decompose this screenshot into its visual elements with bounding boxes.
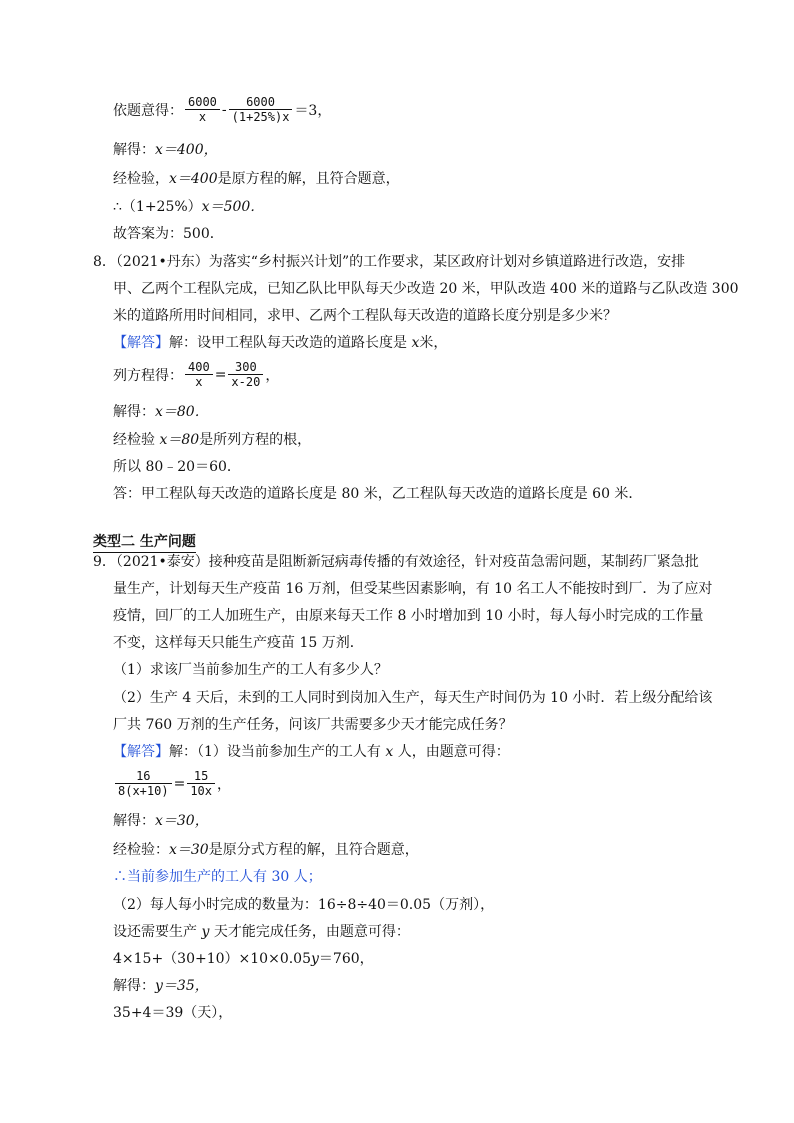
q9-solution-intro: 【解答】解：（1）设当前参加生产的工人有 x 人，由题意可得：	[113, 744, 510, 760]
q9-sub-2b: 厂共 760 万剂的生产任务，问该厂共需要多少天才能完成任务？	[113, 717, 513, 733]
fraction-numerator: 300	[228, 360, 263, 375]
q9-conclusion: ∴当前参加生产的工人有 30 人；	[113, 869, 322, 885]
minus-sign: -	[221, 101, 227, 118]
q8-line-2: 甲、乙两个工程队完成，已知乙队比甲队每天少改造 20 米，甲队改造 400 米的道路与乙队改造 300	[113, 281, 739, 297]
q8-answer: 答：甲工程队每天改造的道路长度是 80 米，乙工程队每天改造的道路长度是 60 米．	[113, 486, 643, 502]
q9-line-4: 不变，这样每天只能生产疫苗 15 万剂．	[113, 635, 364, 651]
q9-line-1: 9．（2021•泰安）接种疫苗是阻断新冠病毒传播的有效途径，针对疫苗急需问题，某制药厂紧急批	[93, 554, 699, 570]
q8-solution-intro: 【解答】解：设甲工程队每天改造的道路长度是 x米，	[113, 335, 448, 351]
p7-therefore: ∴（1+25%）x＝500．	[113, 199, 265, 215]
q8-solve: 解得：x＝80．	[113, 404, 209, 420]
fraction	[185, 360, 213, 389]
fraction-numerator: 400	[185, 360, 213, 375]
q9-equation	[113, 769, 231, 798]
q9-total: 35+4＝39（天），	[113, 1005, 233, 1021]
eq-prefix: 依题意得：	[113, 102, 183, 119]
q9-solve-2: 解得：y＝35，	[113, 978, 209, 994]
fraction-denominator: x-20	[231, 375, 261, 389]
fraction	[187, 769, 215, 798]
fraction-denominator: 10x	[190, 784, 212, 798]
fraction-numerator: 6000	[229, 95, 293, 110]
fraction	[229, 95, 293, 124]
equals-sign: =	[214, 366, 227, 383]
fraction-denominator: x	[198, 110, 207, 124]
q9-sub-1: （1）求该厂当前参加生产的工人有多少人？	[113, 662, 388, 678]
q8-line-3: 米的道路所用时间相同，求甲、乙两个工程队每天改造的道路长度分别是多少米？	[113, 308, 617, 324]
fraction-numerator: 15	[187, 769, 215, 784]
fraction-denominator: 8(x+10)	[118, 784, 169, 798]
eq-suffix: ，	[265, 367, 280, 384]
section-heading: 类型二 生产问题	[93, 531, 196, 551]
q9-check: 经检验：x＝30是原分式方程的解，且符合题意，	[113, 842, 419, 858]
fraction-numerator: 6000	[185, 95, 220, 110]
q9-line-2: 量生产，计划每天生产疫苗 16 万剂，但受某些因素影响，有 10 名工人不能按时到厂．为了应对	[113, 581, 713, 597]
fraction	[228, 360, 263, 389]
q9-sub-2a: （2）生产 4 天后，未到的工人同时到岗加入生产，每天生产时间仍为 10 小时．若上级分配给该	[113, 690, 713, 706]
q8-so: 所以 80﹣20＝60．	[113, 459, 241, 475]
q9-line-3: 疫情，回厂的工人加班生产，由原来每天工作 8 小时增加到 10 小时，每人每小时完成的工作量	[113, 608, 704, 624]
fraction	[115, 769, 172, 798]
p7-equation	[113, 95, 331, 124]
fraction-denominator: x	[195, 375, 203, 389]
p7-solve: 解得：x＝400，	[113, 142, 218, 158]
answer-tag: 【解答】	[113, 335, 169, 351]
eq-suffix: ，	[217, 776, 231, 793]
p7-answer: 故答案为：500．	[113, 226, 224, 242]
q8-line-1: 8．（2021•丹东）为落实“乡村振兴计划”的工作要求，某区政府计划对乡镇道路进行改造，安排	[93, 254, 686, 270]
eq-suffix: ＝3，	[294, 102, 332, 119]
answer-tag: 【解答】	[113, 744, 169, 760]
q8-check: 经检验 x＝80是所列方程的根，	[113, 432, 312, 448]
eq-prefix: 列方程得：	[113, 367, 183, 384]
fraction	[185, 95, 220, 124]
q9-part-2: （2）每人每小时完成的数量为：16÷8÷40＝0.05（万剂），	[113, 897, 495, 913]
q9-set-y: 设还需要生产 y 天才能完成任务，由题意可得：	[113, 924, 410, 940]
q9-solve: 解得：x＝30，	[113, 813, 209, 829]
equals-sign: =	[173, 775, 186, 792]
q9-equation-2: 4×15+（30+10）×10×0.05y＝760，	[113, 951, 374, 967]
p7-check: 经检验，x＝400是原方程的解，且符合题意，	[113, 171, 400, 187]
fraction-numerator: 16	[115, 769, 172, 784]
fraction-denominator: (1+25%)x	[231, 110, 290, 124]
q8-equation	[113, 360, 279, 389]
